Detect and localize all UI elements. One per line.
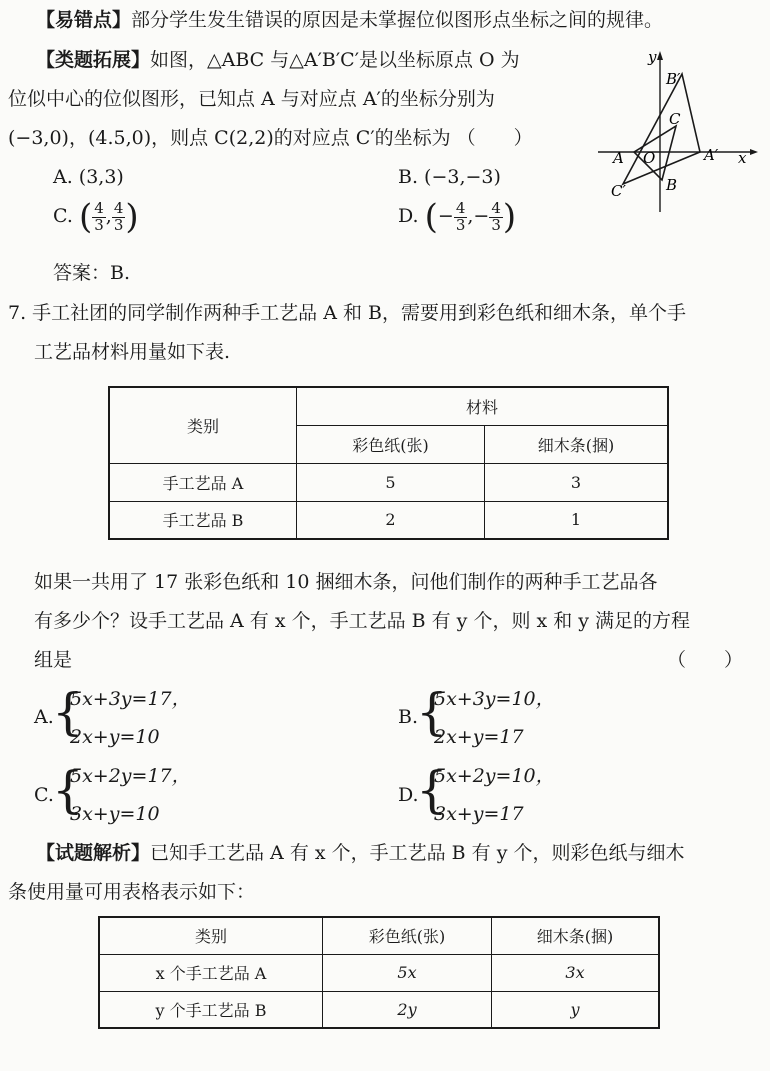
q7-para-3: 组是 [34,649,73,671]
option-a-eq1: 5x+3y=17， [70,688,191,710]
table-row [109,501,668,539]
row-name: y 个手工艺品 B [99,991,323,1028]
label-o: O [643,149,656,167]
option-b-brace: { [416,683,448,741]
row-stick: 3x [492,954,660,991]
option-c-brace: { [52,761,84,819]
label-a-prime: A′ [704,146,719,164]
row-stick: 3 [485,463,669,501]
option-c-eq1: 5x+2y=17， [70,765,191,787]
choice-a: A. (3,3) [53,166,124,188]
table2-head-stick: 细木条(捆) [492,917,660,954]
table-head-category: 类别 [109,387,297,463]
row-paper: 2y [323,991,492,1028]
row-name: 手工艺品 A [109,463,297,501]
row-stick: y [492,991,660,1028]
error-point-label: 【易错点】 [36,9,132,31]
table2-head-paper: 彩色纸(张) [323,917,492,954]
label-b: B [666,176,678,194]
label-x: x [738,149,747,167]
label-a: A [613,149,624,167]
option-c-eq2: 3x+y=10 [70,803,160,825]
option-a-brace: { [52,683,84,741]
option-d-label: D. [398,784,419,806]
table-head-stick: 细木条(捆) [485,425,669,463]
q7-line-2: 工艺品材料用量如下表. [34,341,231,363]
option-b-label: B. [398,706,419,728]
row-paper: 5 [297,463,485,501]
choice-c-label: C. [53,205,73,227]
label-b-prime: B′ [666,70,681,88]
analysis-line-2: 条使用量可用表格表示如下： [8,881,256,903]
q7-answer-paren: （ ） [667,649,744,671]
choice-d: D. (− $\frac{4}{3}$ ,− $\frac{4}{3}$ ) [398,197,517,237]
option-d-brace: { [416,761,448,819]
triangle-a1b1c1 [623,74,700,184]
expansion-line-1 [36,49,520,72]
option-d-eq1: 5x+2y=10， [434,765,555,787]
table-row [109,463,668,501]
error-point-text: 部分学生发生错误的原因是未掌握位似图形点坐标之间的规律。 [131,9,664,31]
table-head-material: 材料 [297,387,669,425]
q7-para-2: 有多少个？设手工艺品 A 有 x 个，手工艺品 B 有 y 个，则 x 和 y 满足的方程 [34,610,691,632]
analysis-label: 【试题解析】 [36,842,151,864]
option-a-label: A. [34,706,54,728]
row-name: x 个手工艺品 A [99,954,323,991]
choice-c: C. ( $\frac{4}{3}$ , $\frac{4}{3}$ ) [53,197,139,237]
choice-c-frac-2: $\frac{4}{3}$ [113,198,124,234]
table2-head-category: 类别 [99,917,323,954]
similarity-figure [592,44,762,216]
materials-table [108,386,669,540]
choice-c-frac-1: $\frac{4}{3}$ [94,198,104,234]
x-axis-arrow-icon [750,149,758,155]
row-paper: 2 [297,501,485,539]
choice-d-label: D. [398,205,419,227]
table-row [99,954,659,991]
row-stick: 1 [485,501,669,539]
label-y: y [648,48,657,66]
analysis-text-1: 已知手工艺品 A 有 x 个，手工艺品 B 有 y 个，则彩色纸与细木 [150,842,685,864]
row-paper: 5x [323,954,492,991]
choice-d-frac-1: $\frac{4}{3}$ [455,198,466,234]
label-c: C [669,110,681,128]
usage-table [98,916,660,1029]
option-a-eq2: 2x+y=10 [70,726,160,748]
expansion-text-1: 如图，△ABC 与△A′B′C′是以坐标原点 O 为 [150,49,520,71]
expansion-label: 【类题拓展】 [36,49,151,71]
analysis-line-1 [36,842,684,865]
row-name: 手工艺品 B [109,501,297,539]
y-axis-arrow-icon [657,51,663,60]
error-point-line [36,9,663,32]
label-c-prime: C′ [611,182,626,200]
expansion-line-2: 位似中心的位似图形，已知点 A 与对应点 A′的坐标分别为 [8,88,495,110]
q7-para-1: 如果一共用了 17 张彩色纸和 10 捆细木条，问他们制作的两种手工艺品各 [34,571,658,593]
table-head-paper: 彩色纸(张) [297,425,485,463]
option-d-eq2: 3x+y=17 [434,803,524,825]
choice-d-frac-2: $\frac{4}{3}$ [491,198,501,234]
option-b-eq2: 2x+y=17 [434,726,524,748]
q7-line-1: 7. 手工社团的同学制作两种手工艺品 A 和 B，需要用到彩色纸和细木条，单个手 [8,302,686,324]
expansion-answer: 答案：B. [53,262,131,284]
option-b-eq1: 5x+3y=10， [434,688,555,710]
option-c-label: C. [34,784,54,806]
table-row [99,991,659,1028]
choice-b: B. (−3,−3) [398,166,501,188]
expansion-line-3: (−3,0)，(4.5,0)，则点 C(2,2)的对应点 C′的坐标为 （ ） [8,127,533,149]
